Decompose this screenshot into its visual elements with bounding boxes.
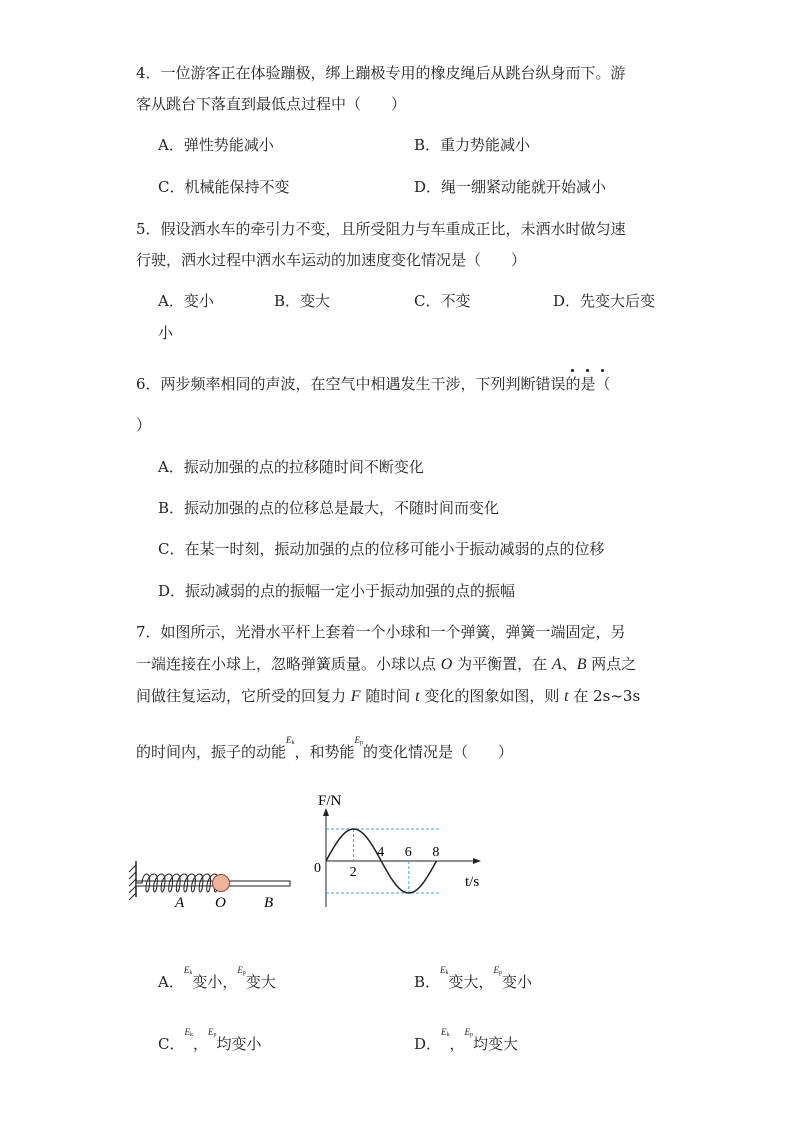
y-axis-arrow bbox=[323, 808, 329, 816]
ep-symbol: $E_p$ bbox=[237, 965, 246, 976]
ep-symbol: $E_p$ bbox=[493, 965, 503, 976]
spring-ball-figure bbox=[125, 855, 300, 910]
x-axis-arrow bbox=[473, 858, 481, 864]
q5-option-b[interactable]: B．变大 bbox=[274, 292, 331, 310]
ek-symbol: $E_k$ bbox=[184, 1027, 193, 1038]
emphasis-dot bbox=[571, 369, 574, 372]
x-tick-label: 4 bbox=[377, 845, 385, 860]
q4-stem-line2: 客从跳台下落直到最低点过程中（ ） bbox=[136, 95, 407, 113]
q5-option-d[interactable]: D．先变大后变 bbox=[553, 292, 656, 310]
ek-symbol: $E_k$ bbox=[440, 965, 449, 976]
q4-option-a[interactable]: A．弹性势能减小 bbox=[158, 136, 274, 154]
x-tick-label: 8 bbox=[432, 845, 440, 860]
ball bbox=[213, 875, 230, 892]
q4-option-d[interactable]: D．绳一绷紧动能就开始减小 bbox=[414, 178, 607, 196]
force-time-graph bbox=[305, 785, 495, 915]
q7-option-b[interactable]: B．$E_k$变大，$E_p$变小 bbox=[414, 965, 533, 991]
q6-option-c[interactable]: C．在某一时刻，振动加强的点的位移可能小于振动减弱的点的位移 bbox=[158, 540, 605, 558]
q6-option-d[interactable]: D．振动减弱的点的振幅一定小于振动加强的点的振幅 bbox=[158, 582, 516, 600]
q5-stem-line2: 行驶，洒水过程中洒水车运动的加速度变化情况是（ ） bbox=[136, 251, 527, 269]
x-tick-label: 6 bbox=[404, 845, 412, 860]
q6-option-a[interactable]: A．振动加强的点的拉移随时间不断变化 bbox=[158, 458, 424, 476]
q5-option-d-continued: 小 bbox=[158, 324, 174, 342]
x-axis-label: t/s bbox=[465, 874, 480, 890]
q7-option-a[interactable]: A．$E_k$变小，$E_p$变大 bbox=[158, 965, 276, 991]
ek-symbol: $E_k$ bbox=[286, 735, 295, 746]
ep-symbol: $E_p$ bbox=[354, 735, 364, 746]
q7-stem-line3: 间做往复运动，它所受的回复力 F 随时间 t 变化的图象如图，则 t 在 2s~3s bbox=[136, 687, 641, 705]
q6-stem-line2: ） bbox=[136, 416, 152, 434]
q4-stem-line1: 4．一位游客正在体验蹦极，绑上蹦极专用的橡皮绳后从跳台纵身而下。游 bbox=[136, 64, 626, 82]
q7-stem-line1: 7．如图所示，光滑水平杆上套着一个小球和一个弹簧，弹簧一端固定，另 bbox=[136, 623, 626, 641]
q5-stem-line1: 5．假设洒水车的牵引力不变，且所受阻力与车重成正比，未洒水时做匀速 bbox=[136, 220, 626, 238]
q6-option-b[interactable]: B．振动加强的点的位移总是最大，不随时间而变化 bbox=[158, 499, 500, 517]
origin-label: 0 bbox=[314, 861, 321, 876]
q4-option-b[interactable]: B．重力势能减小 bbox=[414, 136, 531, 154]
label-a: A bbox=[175, 895, 185, 910]
q7-option-d[interactable]: D．$E_k$，$E_p$均变大 bbox=[414, 1027, 519, 1053]
q5-option-c[interactable]: C．不变 bbox=[414, 292, 471, 310]
x-tick-label: 2 bbox=[349, 865, 357, 880]
q7-stem-line4: 的时间内，振子的动能$E_k$，和势能$E_p$的变化情况是（ ） bbox=[136, 735, 514, 761]
emphasis-dot bbox=[586, 369, 589, 372]
q6-stem-line1: 6．两步频率相同的声波，在空气中相遇发生干涉，下列判断错误的是（ bbox=[136, 375, 611, 393]
ek-symbol: $E_k$ bbox=[183, 965, 193, 976]
ep-symbol: $E_p$ bbox=[464, 1027, 474, 1038]
emphasis-dot bbox=[601, 369, 604, 372]
label-b: B bbox=[264, 895, 274, 910]
ek-symbol: $E_k$ bbox=[441, 1027, 450, 1038]
q7-stem-line2: 一端连接在小球上，忽略弹簧质量。小球以点 O 为平衡置，在 A、B 两点之 bbox=[136, 655, 637, 673]
y-axis-label: F/N bbox=[318, 793, 342, 809]
q5-option-a[interactable]: A．变小 bbox=[158, 292, 214, 310]
label-o: O bbox=[215, 895, 226, 910]
wall-hatching bbox=[129, 865, 136, 900]
q7-option-c[interactable]: C．$E_k$，$E_p$均变小 bbox=[158, 1027, 262, 1053]
ep-symbol: $E_p$ bbox=[208, 1027, 217, 1038]
q4-option-c[interactable]: C．机械能保持不变 bbox=[158, 178, 290, 196]
